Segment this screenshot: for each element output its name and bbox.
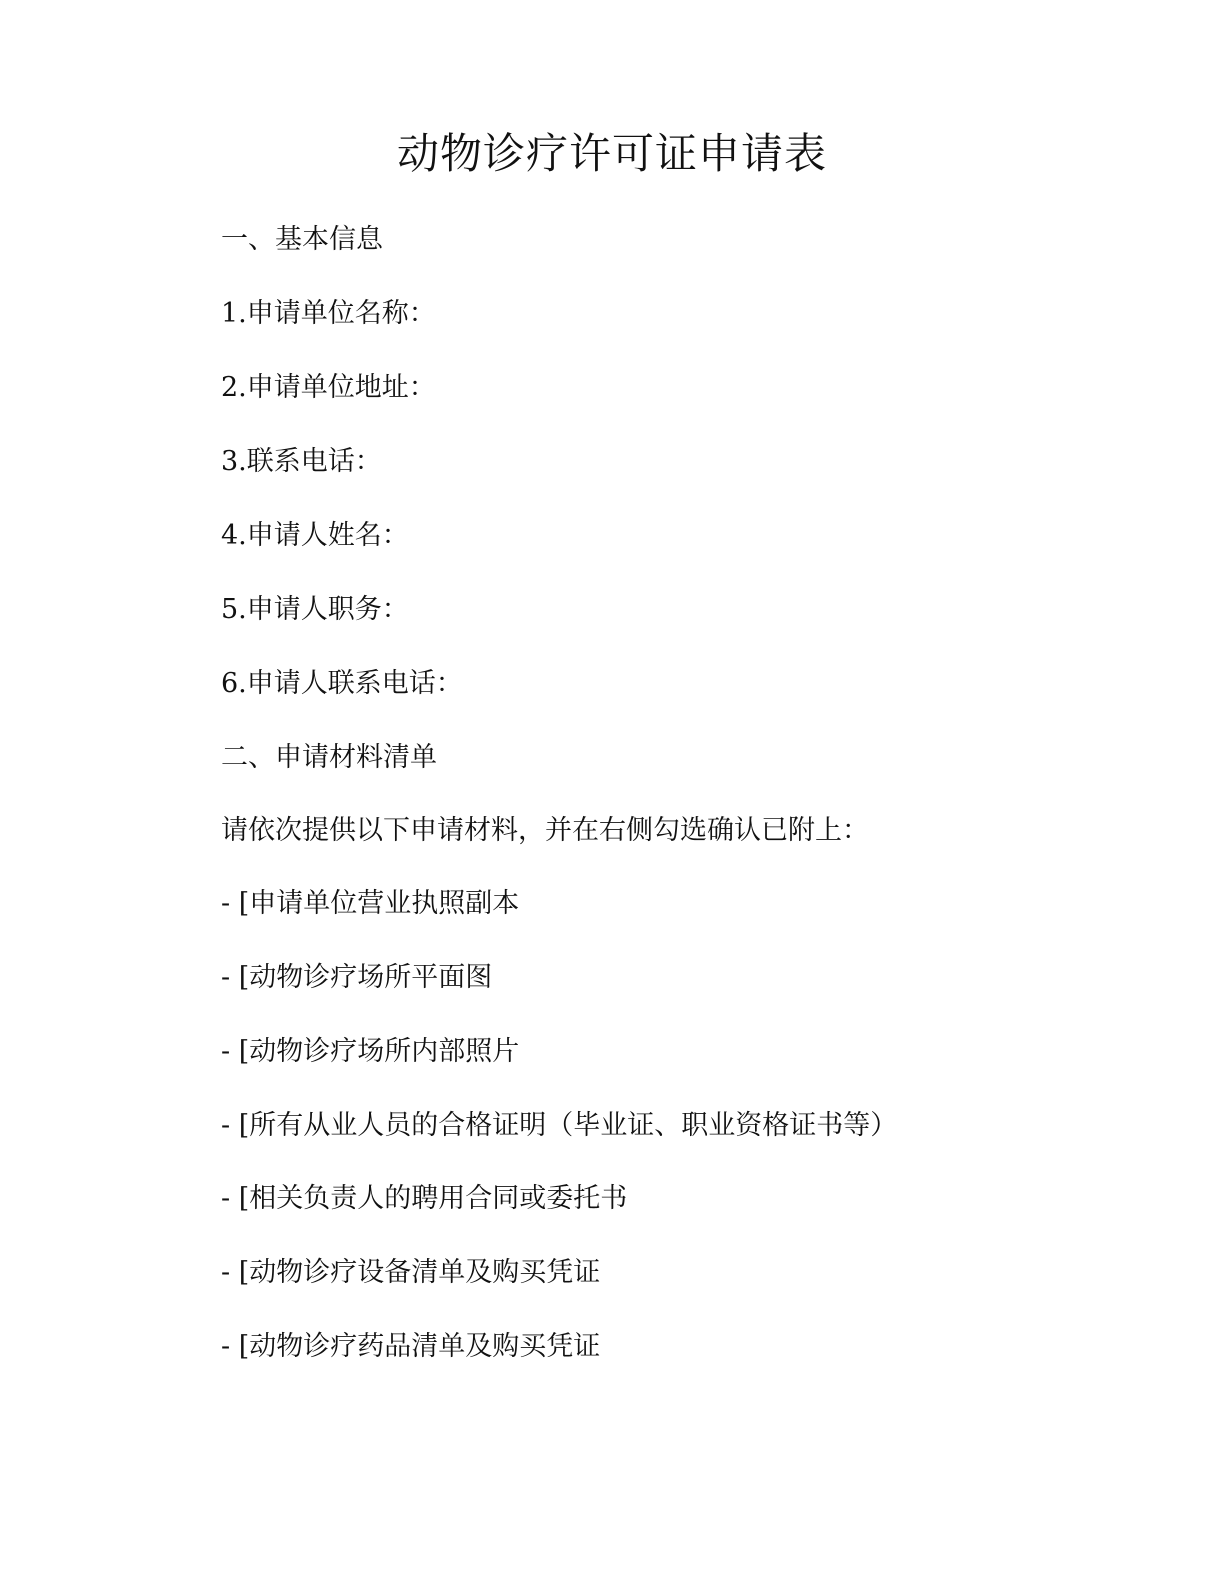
list-item bbox=[221, 1108, 897, 1144]
materials-instruction: 请依次提供以下申请材料，并在右侧勾选确认已附上： bbox=[221, 815, 869, 846]
list-item-label: 申请单位营业执照副本 bbox=[249, 888, 520, 919]
field-applicant-name: 4.申请人姓名： bbox=[221, 520, 409, 551]
list-item-label: 动物诊疗药品清单及购买凭证 bbox=[249, 1331, 601, 1362]
checkbox-marker: - [ bbox=[221, 1183, 250, 1214]
checkbox-marker: - [ bbox=[221, 1110, 250, 1141]
field-contact-phone: 3.联系电话： bbox=[221, 446, 382, 477]
list-item-label: 动物诊疗场所内部照片 bbox=[249, 1036, 520, 1067]
section-heading-materials: 二、申请材料清单 bbox=[221, 742, 437, 773]
list-item bbox=[221, 1329, 600, 1365]
field-applicant-phone: 6.申请人联系电话： bbox=[221, 668, 463, 699]
checkbox-marker: - [ bbox=[221, 1257, 250, 1288]
field-applicant-unit-address: 2.申请单位地址： bbox=[221, 372, 436, 403]
list-item bbox=[221, 1255, 600, 1291]
checkbox-marker: - [ bbox=[221, 1036, 250, 1067]
list-item bbox=[221, 960, 492, 996]
list-item bbox=[221, 886, 519, 922]
field-applicant-position: 5.申请人职务： bbox=[221, 594, 409, 625]
checkbox-marker: - [ bbox=[221, 888, 250, 919]
list-item-label: 所有从业人员的合格证明（毕业证、职业资格证书等） bbox=[249, 1110, 898, 1141]
list-item bbox=[221, 1181, 627, 1217]
document-title: 动物诊疗许可证申请表 bbox=[396, 129, 827, 178]
section-heading-basic-info: 一、基本信息 bbox=[221, 224, 383, 255]
list-item-label: 动物诊疗场所平面图 bbox=[249, 962, 493, 993]
checkbox-marker: - [ bbox=[221, 962, 250, 993]
list-item-label: 相关负责人的聘用合同或委托书 bbox=[249, 1183, 628, 1214]
list-item-label: 动物诊疗设备清单及购买凭证 bbox=[249, 1257, 601, 1288]
list-item bbox=[221, 1034, 519, 1070]
checkbox-marker: - [ bbox=[221, 1331, 250, 1362]
field-applicant-unit-name: 1.申请单位名称： bbox=[221, 298, 436, 329]
